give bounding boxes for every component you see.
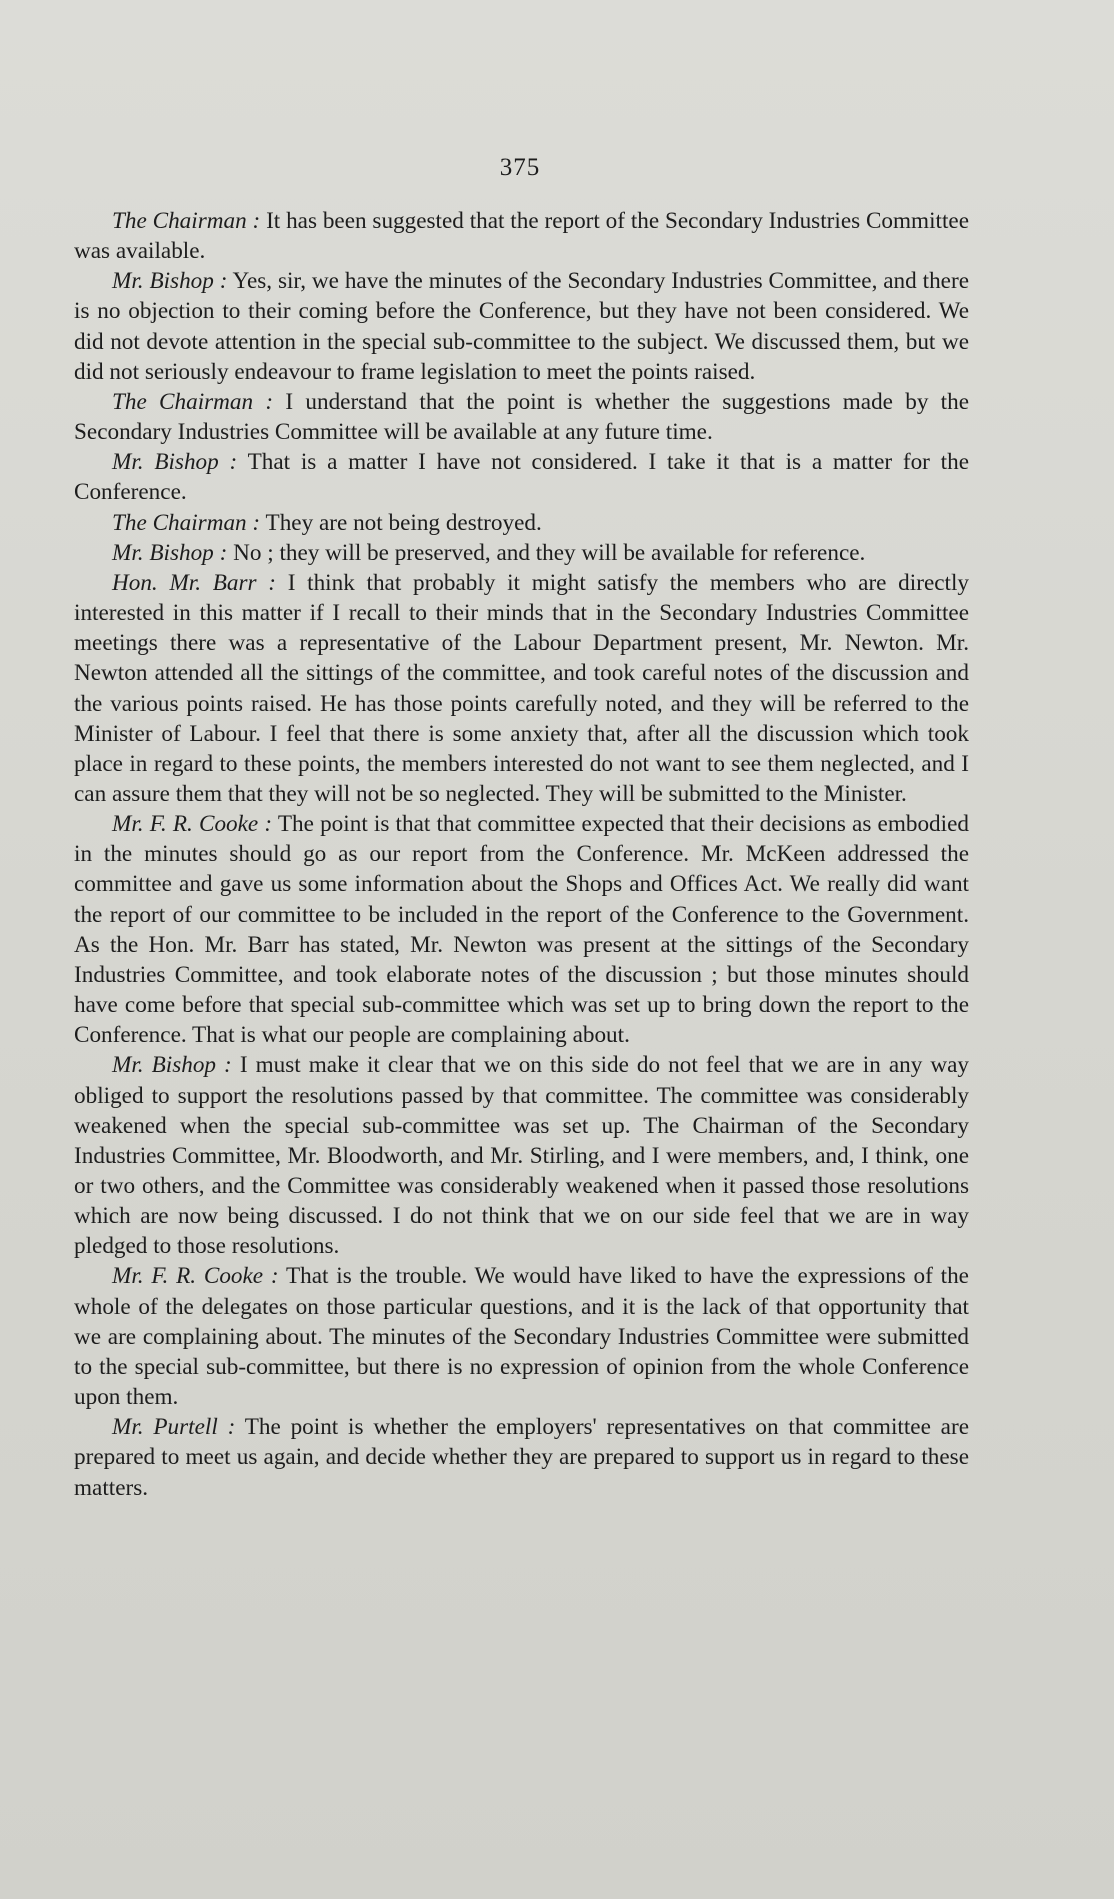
speech-text: The point is that that committee expected that their decisions as embodied in the minutes should go as our report from the Conference. Mr. McKeen addressed the committee and gave us some information about the Shops and Offices Act. We really did want the report of our committee to be included in the report of the Conference to the Government. As the Hon. Mr. Barr has stated, Mr. Newton was present at the sittings of the Secondary Industries Committee, and took elaborate notes of the discussion ; but those minutes should have come before that special sub-committee which was set up to bring down the report to the Conference. That is what our people are complaining about. — [74, 811, 969, 1049]
paragraph-bishop-3 — [74, 538, 969, 568]
speech-text: I must make it clear that we on this side do not feel that we are in any way obliged to support the resolutions passed by that committee. The committee was considerably weakened when the special sub-committee was set up. The Chairman of the Secondary Industries Committee, Mr. Bloodworth, and Mr. Stirling, and I were members, and, I think, one or two others, and the Committee was considerably weakened when it passed those resolutions which are now being discussed. I do not think that we on our side feel that we are in way pledged to those resolutions. — [74, 1052, 970, 1260]
speech-text: The point is whether the employers' representatives on that committee are prepared to meet us again, and decide whether they are prepared to support us in regard to these matters. — [74, 1414, 969, 1501]
speaker-name: The Chairman : — [112, 388, 274, 415]
speech-text: No ; they will be preserved, and they will be available for reference. — [233, 539, 866, 566]
speaker-name: Mr. F. R. Cooke : — [112, 1263, 279, 1290]
speaker-name: The Chairman : — [112, 208, 261, 234]
paragraph-cooke-1 — [74, 809, 969, 1050]
speaker-name: The Chairman : — [112, 509, 261, 536]
paragraph-cooke-2 — [74, 1261, 969, 1412]
paragraph-bishop-4 — [74, 1050, 969, 1261]
paragraph-barr — [74, 568, 969, 809]
paragraph-bishop-2 — [74, 447, 969, 507]
speaker-name: Mr. Bishop : — [112, 268, 228, 295]
speaker-name: Mr. Purtell : — [112, 1414, 236, 1441]
speech-text: I understand that the point is whether the suggestions made by the Secondary Industries Committee will be available at any future time. — [74, 388, 970, 446]
speaker-name: Hon. Mr. Barr : — [112, 569, 276, 596]
speech-text: Yes, sir, we have the minutes of the Secondary Industries Committee, and there is no objection to their coming before the Conference, but they have not been considered. We did not devote attention in the special sub-committee to the subject. We discussed them, but we did not seriously endeavour to frame legislation to meet the points raised. — [74, 268, 969, 385]
speech-text: I think that probably it might satisfy the members who are directly interested in this matter if I recall to their minds that in the Secondary Industries Committee meetings there was a representative of the Labour Department present, Mr. Newton. Mr. Newton attended all the sittings of the committee, and took careful notes of the discussion and the various points raised. He has those points carefully noted, and they will be referred to the Minister of Labour. I feel that there is some anxiety that, after all the discussion which took place in regard to these points, the members interested do not want to see them neglected, and I can assure them that they will not be so neglected. They will be submitted to the Minister. — [74, 569, 970, 807]
page-number: 375 — [499, 154, 541, 181]
paragraph-chairman-3 — [74, 508, 969, 538]
speech-text: That is a matter I have not considered. I take it that is a matter for the Conference. — [74, 449, 969, 506]
paragraph-purtell — [74, 1412, 969, 1502]
transcript-body — [74, 206, 969, 1503]
speech-text: It has been suggested that the report of the Secondary Industries Committee was available. — [74, 208, 970, 265]
speech-text: That is the trouble. We would have liked to have the expressions of the whole of the delegates on those particular questions, and it is the lack of that opportunity that we are complaining about. The minutes of the Secondary Industries Committee were submitted to the special sub-committee, but there is no expression of opinion from the whole Conference upon them. — [74, 1263, 969, 1411]
speaker-name: Mr. Bishop : — [112, 539, 228, 566]
speech-text: They are not being destroyed. — [265, 509, 542, 536]
speaker-name: Mr. F. R. Cooke : — [112, 811, 273, 838]
speaker-name: Mr. Bishop : — [112, 1052, 232, 1079]
speaker-name: Mr. Bishop : — [112, 449, 238, 476]
paragraph-chairman-1 — [74, 206, 969, 266]
paragraph-chairman-2 — [74, 387, 969, 447]
paragraph-bishop-1 — [74, 266, 969, 387]
